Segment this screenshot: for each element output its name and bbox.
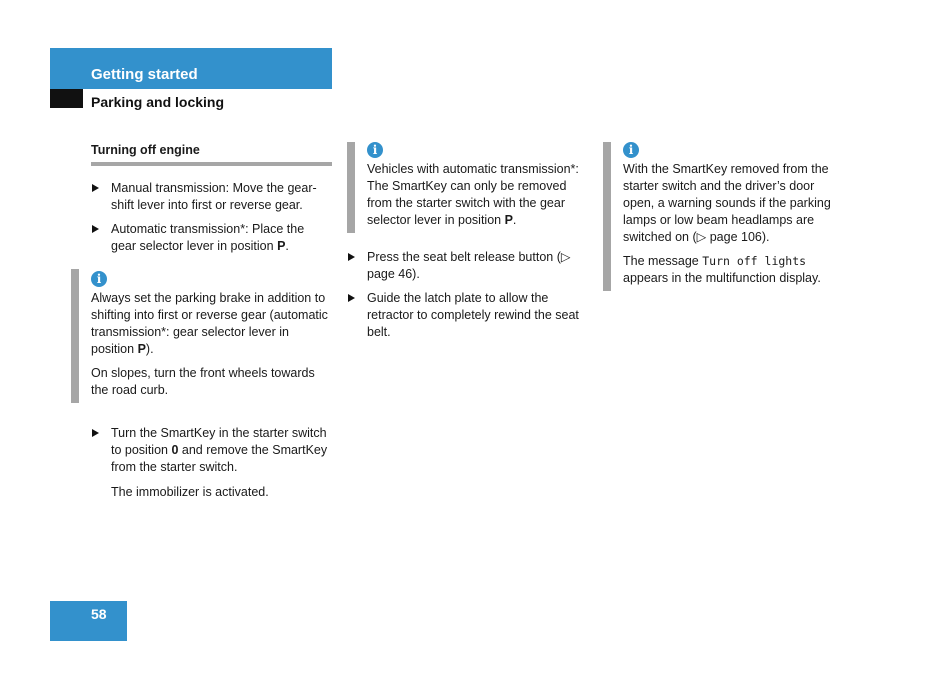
bullet-text-end: and remove the SmartKey from the starter switch. [111, 443, 328, 474]
info-box-parking-brake [71, 269, 332, 403]
bullet-seat-belt-release [347, 249, 592, 283]
bullet-arrow-icon [92, 184, 99, 192]
bullet-text: Automatic transmission*: Place the gear selector lever in position [111, 222, 305, 253]
info-icon: i [91, 271, 107, 287]
bullet-text: Turn the SmartKey in the starter switch to position [111, 426, 327, 457]
bullet-text-end: . [285, 239, 289, 253]
bullet-automatic-transmission [91, 221, 332, 255]
info-text-message: The message Turn off lights appears in the multifunction display. [623, 254, 821, 285]
column-3 [603, 142, 848, 291]
page-number-box [50, 601, 127, 641]
section-marker-tab [50, 89, 83, 108]
info-text-warning-sound: With the SmartKey removed from the starter switch and the driver’s door open, a warning sounds if the parking lamps or low beam headlamps are switched on (▷ page 106). [623, 162, 831, 244]
bullet-arrow-icon [92, 225, 99, 233]
bullet-arrow-icon [92, 429, 99, 437]
bullet-text: Manual transmission: Move the gear-shift lever into first or reverse gear. [111, 181, 317, 212]
subheading-turning-off-engine: Turning off engine [91, 142, 332, 166]
switch-position-0: 0 [171, 443, 179, 457]
bullet-turn-smartkey [91, 425, 332, 476]
info-icon: i [367, 142, 383, 158]
column-1 [91, 142, 332, 501]
display-message: Turn off lights [702, 254, 807, 268]
column-2 [347, 142, 592, 348]
bullet-manual-transmission [91, 180, 332, 214]
info-icon: i [623, 142, 639, 158]
immobilizer-note: The immobilizer is activated. [111, 485, 269, 499]
info-box-smartkey-removal [347, 142, 592, 233]
info-text-parking-brake: Always set the parking brake in addition to shifting into first or reverse gear (automatic transmission*: gear selector lever in position P). [91, 291, 328, 356]
info-box-warning-sound [603, 142, 848, 291]
gear-position-p: P [277, 239, 286, 253]
bullet-arrow-icon [348, 253, 355, 261]
chapter-header-bar [50, 48, 332, 89]
bullet-text: Press the seat belt release button (▷ page 46). [367, 250, 571, 281]
section-title: Parking and locking [91, 94, 225, 110]
bullet-guide-latch-plate [347, 290, 592, 341]
page-number: 58 [91, 606, 107, 622]
chapter-title: Getting started [91, 66, 198, 83]
info-text-slopes: On slopes, turn the front wheels towards the road curb. [91, 366, 315, 397]
bullet-text: Guide the latch plate to allow the retractor to completely rewind the seat belt. [367, 291, 579, 339]
bullet-arrow-icon [348, 294, 355, 302]
info-text-smartkey-removal: Vehicles with automatic transmission*: The SmartKey can only be removed from the starter switch with the gear selector lever in position P. [367, 162, 579, 227]
